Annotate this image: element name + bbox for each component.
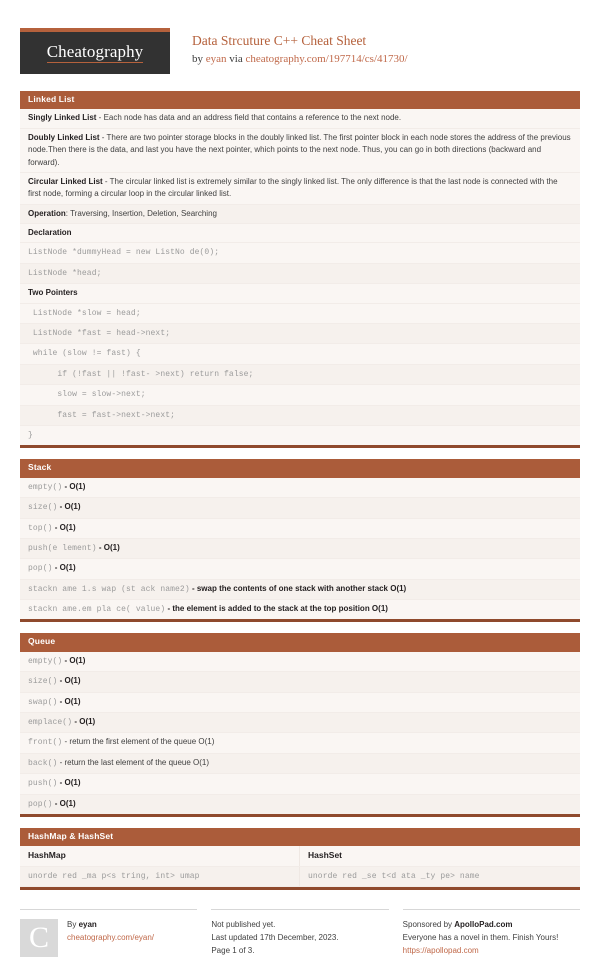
table-row xyxy=(20,672,580,692)
code-line: ListNode *head; xyxy=(28,268,102,278)
column-header-hashmap: HashMap xyxy=(28,850,66,861)
row-text: - O(1) xyxy=(57,676,81,686)
row-text: - O(1) xyxy=(52,563,76,573)
row-label: Doubly Linked List xyxy=(28,132,100,142)
code-line: pop() xyxy=(28,564,53,574)
footer-publish-column xyxy=(211,909,388,958)
table-row xyxy=(20,754,580,774)
table-row xyxy=(20,539,580,559)
publish-status: Not published yet. xyxy=(211,920,276,930)
code-line: swap() xyxy=(28,697,58,707)
by-label: By xyxy=(67,920,79,930)
footer-sponsor-column xyxy=(403,909,580,958)
table-row xyxy=(20,243,580,263)
code-line: while (slow != fast) { xyxy=(28,349,141,359)
code-line: back() xyxy=(28,758,58,768)
row-text: - The circular linked list is extremely similar to the singly linked list. The only difference is that the last node is connected with the first node, forming a circular loop in the circular linked list. xyxy=(28,176,558,199)
table-row xyxy=(20,580,580,600)
row-text: - O(1) xyxy=(57,502,81,512)
publish-info xyxy=(211,919,388,958)
row-text: - Each node has data and an address field that contains a reference to the next node. xyxy=(96,113,402,123)
row-text: - O(1) xyxy=(96,542,120,552)
table-row xyxy=(20,600,580,619)
byline-prefix: by xyxy=(192,53,206,66)
table-row xyxy=(20,478,580,498)
code-line: ListNode *slow = head; xyxy=(28,308,141,318)
table-cell xyxy=(20,867,300,886)
row-text: - O(1) xyxy=(57,778,81,788)
section-rows xyxy=(20,846,580,887)
row-text: - O(1) xyxy=(52,798,76,808)
avatar: C xyxy=(20,919,58,957)
row-label: Circular Linked List xyxy=(28,176,103,186)
code-line: front() xyxy=(28,738,63,748)
column-header-cell xyxy=(20,846,300,865)
section-title: HashMap & HashSet xyxy=(20,828,580,846)
table-row xyxy=(20,284,580,303)
footer-author-column xyxy=(20,909,197,958)
code-line: if (!fast || !fast- >next) return false; xyxy=(28,369,254,379)
table-row xyxy=(20,498,580,518)
byline xyxy=(192,52,408,66)
table-row xyxy=(20,205,580,224)
code-line: size() xyxy=(28,503,58,513)
table-row xyxy=(20,385,580,405)
row-label: Operation xyxy=(28,208,66,218)
sponsor-prefix: Sponsored by xyxy=(402,920,455,930)
table-row xyxy=(20,109,580,128)
row-text: : Traversing, Insertion, Deletion, Searching xyxy=(65,208,217,218)
title-block xyxy=(192,28,408,67)
logo-text: Cheatography xyxy=(47,43,144,64)
code-line: top() xyxy=(28,523,53,533)
code-line: ListNode *dummyHead = new ListNo de(0); xyxy=(28,248,220,258)
table-row xyxy=(20,774,580,794)
section-linked-list xyxy=(20,91,580,448)
code-line: slow = slow->next; xyxy=(28,390,146,400)
sponsor-name: ApolloPad.com xyxy=(454,920,513,930)
code-line: fast = fast->next->next; xyxy=(28,410,176,420)
table-cell xyxy=(300,867,580,886)
code-line: stackn ame.em pla ce( value) xyxy=(28,605,166,615)
code-line: unorde red _se t<d ata _ty pe> name xyxy=(308,871,480,881)
code-line: size() xyxy=(28,677,58,687)
sponsor-tagline: Everyone has a novel in them. Finish Yours! xyxy=(402,933,559,942)
author-link[interactable]: eyan xyxy=(205,53,227,66)
code-line: stackn ame 1.s wap (st ack name2) xyxy=(28,584,190,594)
table-row xyxy=(20,304,580,324)
row-subhead: Declaration xyxy=(28,228,72,238)
table-row xyxy=(20,652,580,672)
table-row xyxy=(20,559,580,579)
page-header xyxy=(20,28,580,80)
table-row xyxy=(20,733,580,753)
table-row xyxy=(20,406,580,426)
code-line: empty() xyxy=(28,482,63,492)
table-row xyxy=(20,224,580,243)
section-stack xyxy=(20,459,580,622)
row-text: - O(1) xyxy=(57,696,81,706)
row-text: - O(1) xyxy=(52,522,76,532)
row-text: - return the first element of the queue O(1) xyxy=(62,737,215,747)
table-row xyxy=(20,693,580,713)
table-row xyxy=(20,324,580,344)
row-text: - O(1) xyxy=(62,655,86,665)
byline-via: via xyxy=(226,53,246,66)
footer-author-name: eyan xyxy=(78,920,97,930)
table-row-headers xyxy=(20,846,580,866)
code-line: pop() xyxy=(28,799,53,809)
code-line: ListNode *fast = head->next; xyxy=(28,329,171,339)
section-hashmap-hashset xyxy=(20,828,580,890)
section-title: Stack xyxy=(20,459,580,477)
column-header-cell xyxy=(300,846,580,865)
sponsor-link[interactable]: https://apollopad.com xyxy=(402,945,479,955)
table-row xyxy=(20,519,580,539)
table-row xyxy=(20,344,580,364)
row-text: - the element is added to the stack at the top position O(1) xyxy=(165,604,388,614)
row-text: - O(1) xyxy=(62,481,86,491)
table-row xyxy=(20,365,580,385)
column-header-hashset: HashSet xyxy=(308,850,343,861)
section-rows xyxy=(20,478,580,620)
table-row xyxy=(20,264,580,284)
section-title: Linked List xyxy=(20,91,580,109)
table-row xyxy=(20,795,580,814)
cheatography-logo[interactable] xyxy=(20,28,170,74)
table-row xyxy=(20,129,580,173)
section-rows xyxy=(20,652,580,814)
row-label: Singly Linked List xyxy=(28,113,97,123)
table-row xyxy=(20,426,580,445)
author-info xyxy=(67,919,154,957)
table-row xyxy=(20,173,580,205)
code-line: push(e lement) xyxy=(28,543,97,553)
page-title: Data Strcuture C++ Cheat Sheet xyxy=(192,33,367,48)
sponsor-line xyxy=(403,919,580,932)
sponsor-info xyxy=(403,919,580,958)
last-updated: Last updated 17th December, 2023. xyxy=(211,933,339,942)
code-line: push() xyxy=(28,779,58,789)
table-row xyxy=(20,713,580,733)
page-footer xyxy=(20,909,580,958)
row-text: - swap the contents of one stack with another stack O(1) xyxy=(189,583,407,593)
section-title: Queue xyxy=(20,633,580,651)
code-line: empty() xyxy=(28,656,63,666)
code-line: unorde red _ma p<s tring, int> umap xyxy=(28,871,200,881)
row-subhead: Two Pointers xyxy=(28,288,78,298)
footer-author-link[interactable]: cheatography.com/eyan/ xyxy=(67,933,155,942)
table-row xyxy=(20,867,580,887)
row-text: - O(1) xyxy=(72,716,96,726)
code-line: } xyxy=(28,430,33,440)
author-line xyxy=(67,919,154,932)
section-rows xyxy=(20,109,580,445)
page-number: Page 1 of 3. xyxy=(211,945,255,955)
row-text: - There are two pointer storage blocks in the doubly linked list. The first pointer block in each node stores the address of the previous node.Then there is the data, and last you have the next pointer, which points to the next node. Thus, you can go in both directions (backward and forward). xyxy=(28,132,571,167)
section-queue xyxy=(20,633,580,816)
source-url-link[interactable]: cheatography.com/197714/cs/41730/ xyxy=(245,53,408,66)
code-line: emplace() xyxy=(28,717,73,727)
row-text: - return the last element of the queue O(1) xyxy=(57,757,210,767)
